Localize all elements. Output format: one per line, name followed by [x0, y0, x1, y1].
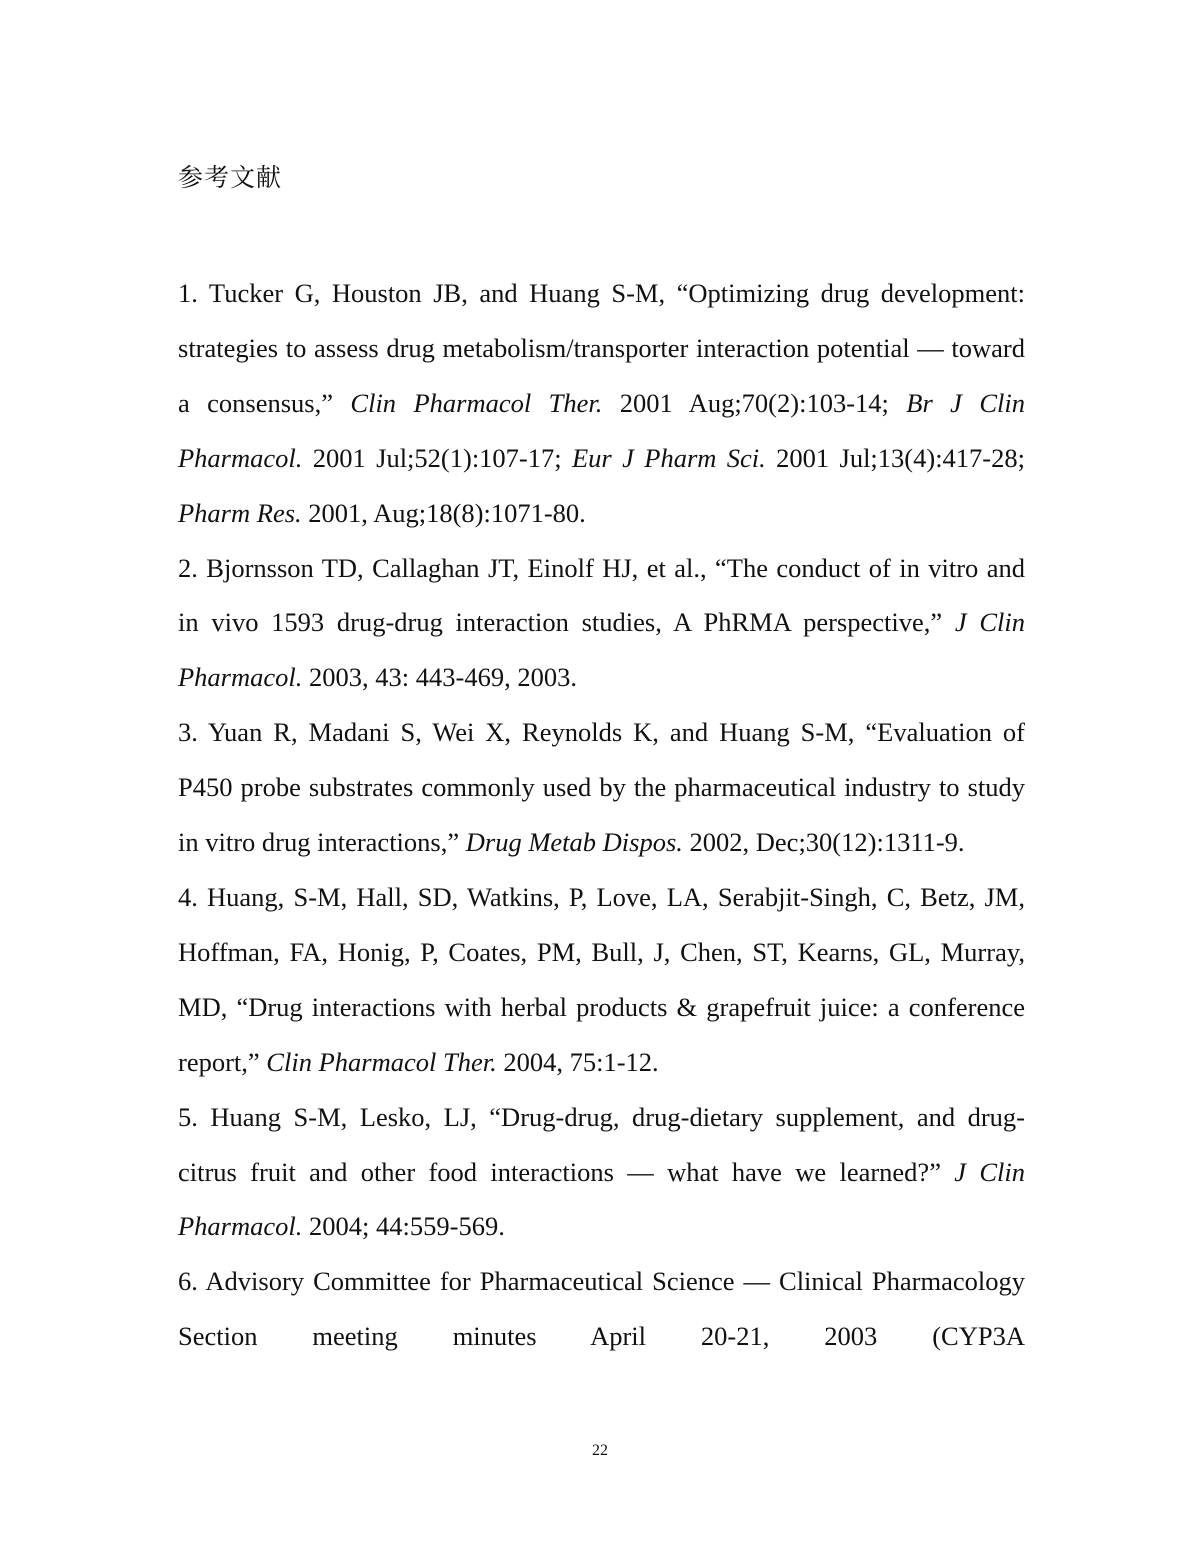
reference-list — [178, 266, 1025, 1364]
reference-text: 2001 Jul;52(1):107-17; — [302, 442, 572, 473]
reference-item — [178, 1090, 1025, 1255]
journal-title: Drug Metab Dispos. — [465, 827, 683, 858]
journal-title: J Clin Pharmacol. — [178, 1156, 1025, 1242]
journal-title: Br J Clin Pharmacol. — [178, 387, 1025, 473]
reference-item — [178, 266, 1025, 541]
reference-text: 2001 Jul;13(4):417-28; — [765, 442, 1025, 473]
reference-text: 2. Bjornsson TD, Callaghan JT, Einolf HJ, et al., “The conduct of in vitro and in vivo 1593 drug-drug interaction studies, A PhRMA perspective,” — [178, 552, 1025, 638]
reference-text: 1. Tucker G, Houston JB, and Huang S-M, “Optimizing drug development: strategies to assess drug metabolism/transporter interaction potential — toward a consensus,” — [178, 278, 1025, 418]
reference-text: 2001, Aug;18(8):1071-80. — [301, 497, 586, 528]
reference-text: 6. Advisory Committee for Pharmaceutical Science — Clinical Pharmacology Section meeting minutes April 20-21, 2003 (CYP3A — [178, 1266, 1025, 1352]
journal-title: Clin Pharmacol Ther. — [266, 1046, 497, 1077]
reference-item — [178, 705, 1025, 870]
section-heading: 参考文献 — [178, 163, 283, 192]
reference-item — [178, 1254, 1025, 1364]
journal-title: Clin Pharmacol Ther. — [350, 387, 603, 418]
journal-title: Pharm Res. — [178, 497, 302, 528]
reference-item — [178, 870, 1025, 1090]
reference-text: 4. Huang, S-M, Hall, SD, Watkins, P, Love, LA, Serabjit-Singh, C, Betz, JM, Hoffman, FA, Honig, P, Coates, PM, Bull, J, Chen, ST, Kearns, GL, Murray, MD, “Drug interactions with herbal products & grapefruit juice: a conference report,” — [178, 881, 1025, 1077]
reference-text: 2004, 75:1-12. — [496, 1046, 659, 1077]
reference-text: 2001 Aug;70(2):103-14; — [602, 387, 907, 418]
page-number: 22 — [592, 1442, 608, 1459]
reference-text: 5. Huang S-M, Lesko, LJ, “Drug-drug, drug-dietary supplement, and drug-citrus fruit and other food interactions — what have we learned?” — [178, 1101, 1025, 1187]
reference-text: 3. Yuan R, Madani S, Wei X, Reynolds K, and Huang S-M, “Evaluation of P450 probe substrates commonly used by the pharmaceutical industry to study in vitro drug interactions,” — [178, 717, 1025, 858]
journal-title: J Clin Pharmacol. — [178, 607, 1025, 693]
journal-title: Eur J Pharm Sci. — [572, 442, 766, 473]
reference-text: 2003, 43: 443-469, 2003. — [302, 662, 577, 693]
reference-item — [178, 541, 1025, 706]
reference-text: 2004; 44:559-569. — [302, 1211, 505, 1242]
reference-text: 2002, Dec;30(12):1311-9. — [682, 827, 965, 858]
